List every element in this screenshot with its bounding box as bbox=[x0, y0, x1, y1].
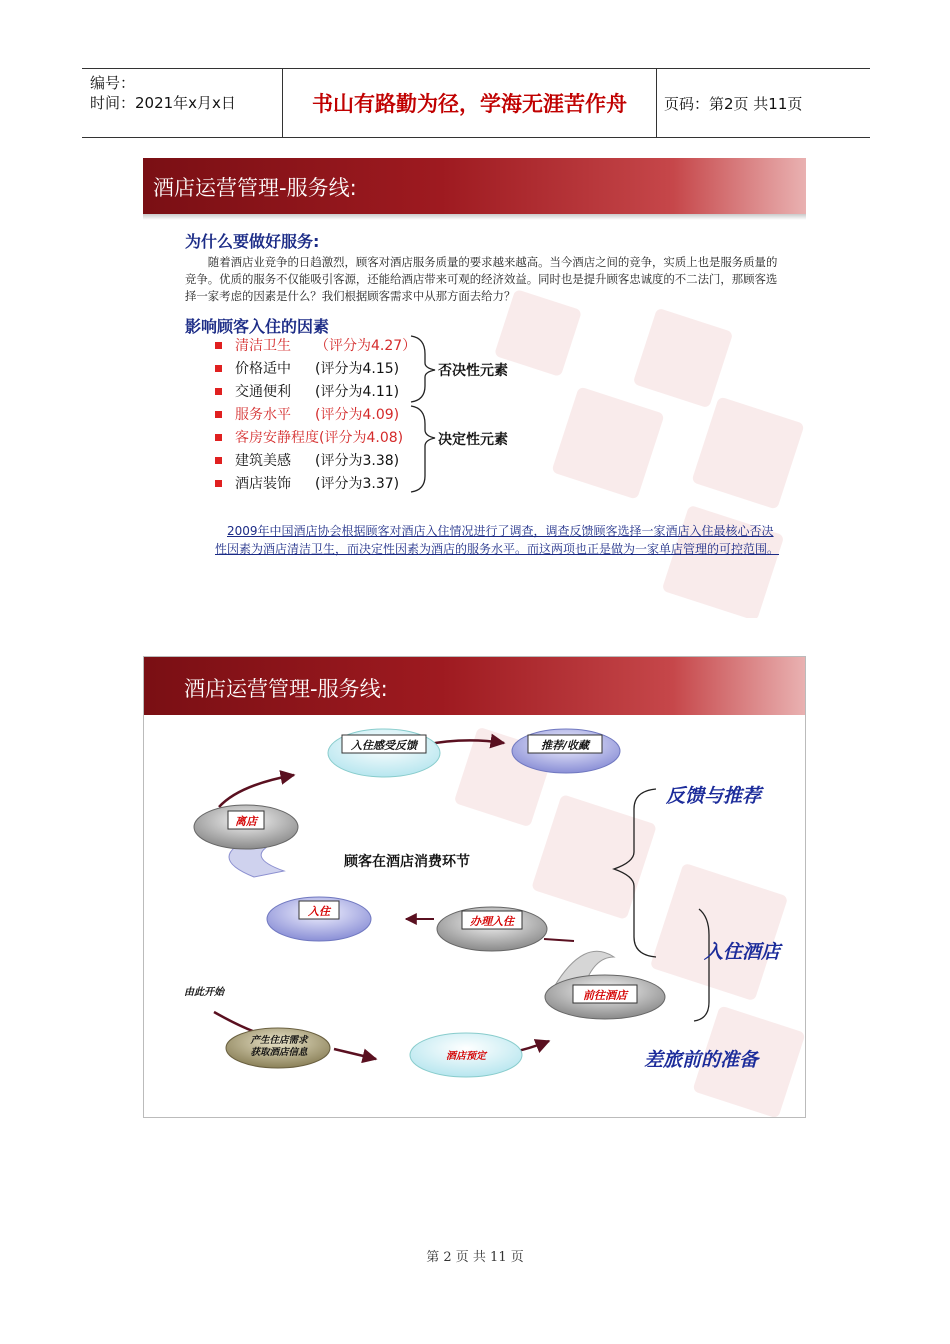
need-line2: 获取酒店信息 bbox=[250, 1047, 308, 1058]
intro-paragraph: 随着酒店业竞争的日趋激烈，顾客对酒店服务质量的要求越来越高。当今酒店之间的竞争，实质上也是服务质量的竞争。优质的服务不仅能吸引客源，还能给酒店带来可观的经济效益。同时也是提升顾客忠诚度的不二法门，那顾客选择一家考虑的因素是什么？我们根据顾客需求中从那方面去给力？ bbox=[185, 255, 778, 303]
factors-heading: 影响顾客入住的因素 bbox=[185, 317, 330, 336]
handle-label: 办理入住 bbox=[470, 915, 514, 928]
factor-name: 服务水平 bbox=[235, 407, 291, 423]
factor-score: (评分为4.09) bbox=[315, 407, 400, 423]
arrow-goto-to-handle bbox=[544, 939, 574, 941]
brace-feedback bbox=[614, 789, 656, 957]
motto: 书山有路勤为径，学海无涯苦作舟 bbox=[282, 69, 657, 137]
slide-title: 酒店运营管理-服务线: bbox=[153, 176, 357, 200]
stage-stay: 入住酒店 bbox=[704, 941, 781, 963]
page-info: 页码：第2页 共11页 bbox=[664, 94, 803, 113]
leave-label: 离店 bbox=[235, 815, 257, 828]
group-veto-label: 否决性元素 bbox=[438, 363, 508, 379]
document-header bbox=[82, 68, 870, 138]
slide-service-factors bbox=[143, 158, 806, 618]
need-line1: 产生住店需求 bbox=[250, 1035, 308, 1046]
recommend-label: 推荐/收藏 bbox=[540, 739, 590, 752]
brace-veto bbox=[411, 336, 435, 402]
arrow-need-to-booking bbox=[334, 1049, 376, 1059]
factor-score: (评分为4.08) bbox=[319, 430, 404, 446]
date-label: 时间：2021年x月x日 bbox=[90, 94, 236, 112]
booking-label: 酒店预定 bbox=[446, 1051, 486, 1062]
factor-name: 建筑美感 bbox=[235, 453, 291, 469]
factor-score: (评分为4.11) bbox=[315, 384, 400, 400]
why-heading: 为什么要做好服务: bbox=[185, 232, 320, 251]
factor-name: 酒店装饰 bbox=[235, 476, 291, 492]
need-label bbox=[234, 1035, 324, 1059]
slide-title: 酒店运营管理-服务线: bbox=[184, 677, 388, 701]
stage-prepare: 差旅前的准备 bbox=[644, 1049, 759, 1071]
factor-name: 清洁卫生 bbox=[235, 338, 291, 354]
journey-center-label: 顾客在酒店消费环节 bbox=[344, 854, 470, 870]
factor-score: (评分为3.38) bbox=[315, 453, 400, 469]
stage-feedback-recommend: 反馈与推荐 bbox=[666, 785, 762, 807]
factor-score: (评分为3.37) bbox=[315, 476, 400, 492]
factor-name: 客房安静程度 bbox=[235, 430, 319, 446]
factor-name: 交通便利 bbox=[235, 384, 291, 400]
brace-decisive bbox=[411, 406, 435, 492]
slide-customer-journey bbox=[143, 656, 806, 1118]
factor-score: （评分为4.27） bbox=[315, 338, 417, 354]
start-label: 由此开始 bbox=[184, 987, 224, 998]
factor-name: 价格适中 bbox=[235, 361, 291, 377]
page-footer: 第 2 页 共 11 页 bbox=[426, 1250, 524, 1265]
arrow-leave-to-feedback bbox=[219, 775, 294, 807]
feedback-label: 入住感受反馈 bbox=[351, 739, 417, 752]
goto-label: 前往酒店 bbox=[583, 989, 627, 1002]
brace-stay bbox=[694, 909, 709, 1021]
group-decisive-label: 决定性元素 bbox=[438, 432, 508, 448]
number-label: 编号： bbox=[90, 74, 136, 92]
factor-score: (评分为4.15) bbox=[315, 361, 400, 377]
header-meta bbox=[82, 69, 282, 137]
survey-footnote: 2009年中国酒店协会根据顾客对酒店入住情况进行了调查，调查反馈顾客选择一家酒店入住最核心否决性因素为酒店清洁卫生，而决定性因素为酒店的服务水平。而这两项也正是做为一家单店管理的可控范围。 bbox=[215, 524, 780, 556]
checkin-label: 入住 bbox=[308, 905, 330, 918]
